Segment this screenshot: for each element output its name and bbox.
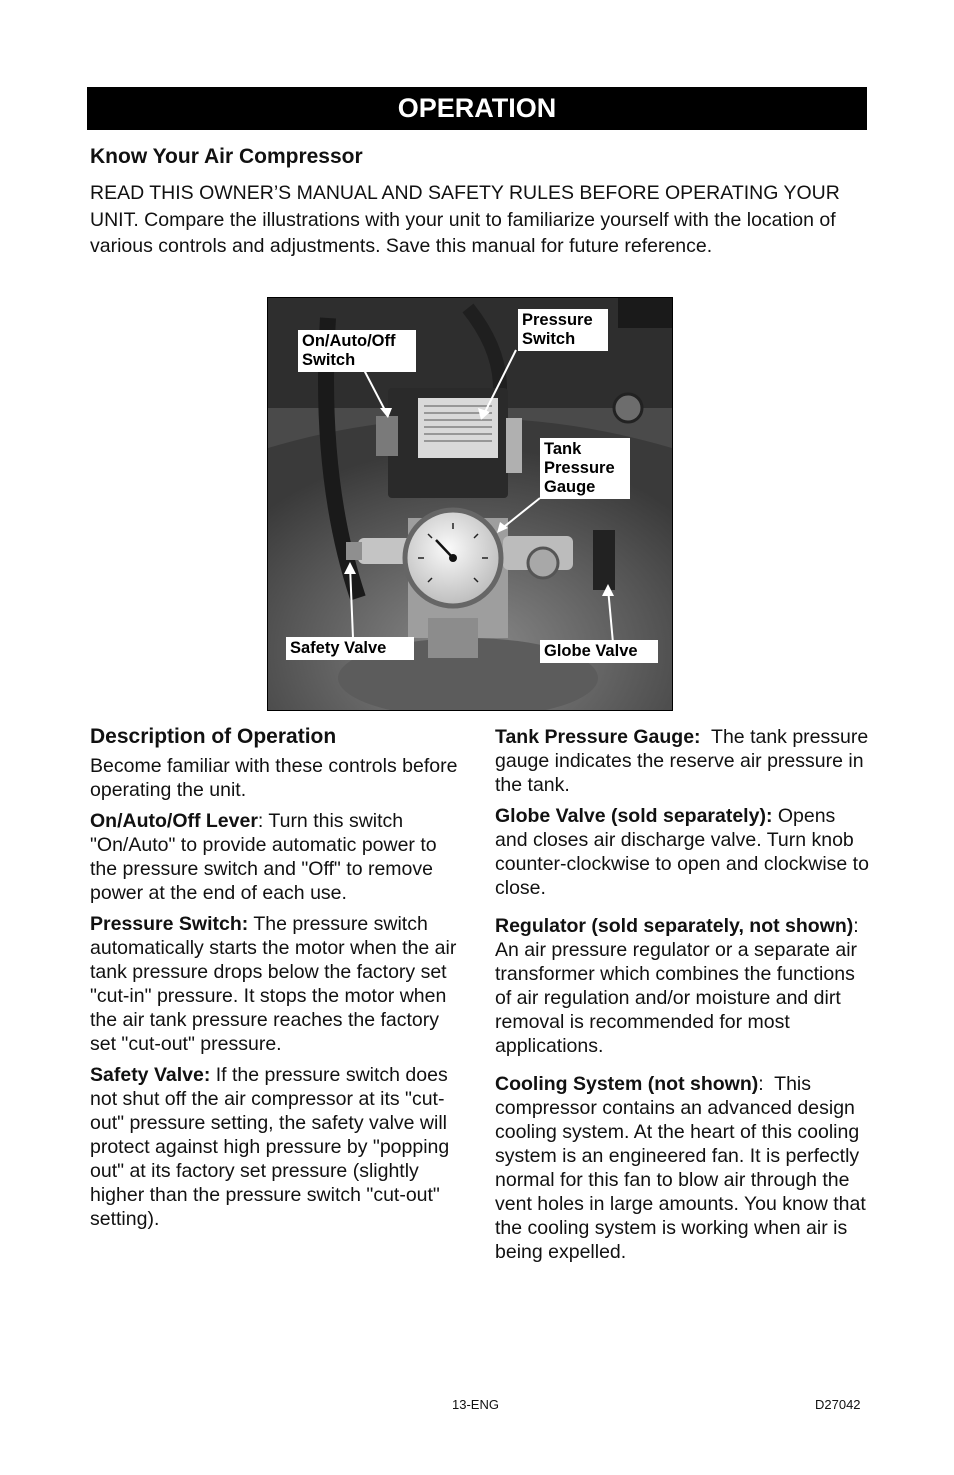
term: Pressure Switch: xyxy=(90,913,249,935)
document-code: D27042 xyxy=(815,1397,861,1412)
item-regulator: Regulator (sold separately, not shown): An air pressure regulator or a separate air transformer which combines the functions of air regulation and/or moisture and dirt removal is recommended for most applications. xyxy=(495,915,859,1057)
description-intro: Become familiar with these controls before operating the unit. xyxy=(90,755,458,801)
term: On/Auto/Off Lever xyxy=(90,810,258,832)
description-left-column xyxy=(90,754,460,1238)
item-cooling-system: Cooling System (not shown): This compressor contains an advanced design cooling system. At the heart of this cooling system is an engineered fan. It is perfectly normal for this fan to blow air through the vent holes in large amounts. You know that the cooling system is working when air is being expelled. xyxy=(495,1073,866,1263)
term: Safety Valve: xyxy=(90,1064,211,1086)
term: Cooling System (not shown) xyxy=(495,1073,759,1095)
globe-valve-label: Globe Valve xyxy=(540,640,658,663)
term: Globe Valve (sold separately): xyxy=(495,805,773,827)
safety-valve-label: Safety Valve xyxy=(286,637,414,660)
term: Regulator (sold separately, not shown) xyxy=(495,915,854,937)
item-tank-pressure-gauge: Tank Pressure Gauge: The tank pressure gauge indicates the reserve air pressure in the tank. xyxy=(495,726,869,796)
compressor-photo xyxy=(267,297,673,711)
item-globe-valve: Globe Valve (sold separately): Opens and closes air discharge valve. Turn knob counter-clockwise to open and clockwise to close. xyxy=(495,805,869,899)
section-banner: OPERATION xyxy=(87,87,867,130)
on-auto-off-switch-label: On/Auto/Off Switch xyxy=(298,330,416,372)
page-number: 13-ENG xyxy=(452,1397,499,1412)
tank-pressure-gauge-label: Tank Pressure Gauge xyxy=(540,438,630,499)
item-pressure-switch: Pressure Switch: The pressure switch automatically starts the motor when the air tank pressure drops below the factory set "cut-in" pressure. It stops the motor when the air tank pressure reaches the factory set "cut-out" pressure. xyxy=(90,913,457,1055)
know-heading: Know Your Air Compressor xyxy=(90,145,363,168)
item-safety-valve: Safety Valve: If the pressure switch does not shut off the air compressor at its "cut-out" pressure setting, the safety valve will protect against high pressure by "popping out" at its factory set pressure (slightly higher than the pressure switch "cut-out" setting). xyxy=(90,1064,450,1230)
description-heading: Description of Operation xyxy=(90,725,337,748)
pressure-switch-label: Pressure Switch xyxy=(518,309,608,351)
term: Tank Pressure Gauge: xyxy=(495,726,701,748)
description-right-column xyxy=(495,725,870,1271)
intro-paragraph: READ THIS OWNER’S MANUAL AND SAFETY RULES BEFORE OPERATING YOUR UNIT. Compare the illustrations with your unit to familiarize yourself with the location of various controls and adjustments. Save this manual for future reference. xyxy=(90,182,840,257)
item-on-auto-off: On/Auto/Off Lever: Turn this switch "On/Auto" to provide automatic power to the pressure switch and "Off" to remove power at the end of each use. xyxy=(90,810,437,904)
